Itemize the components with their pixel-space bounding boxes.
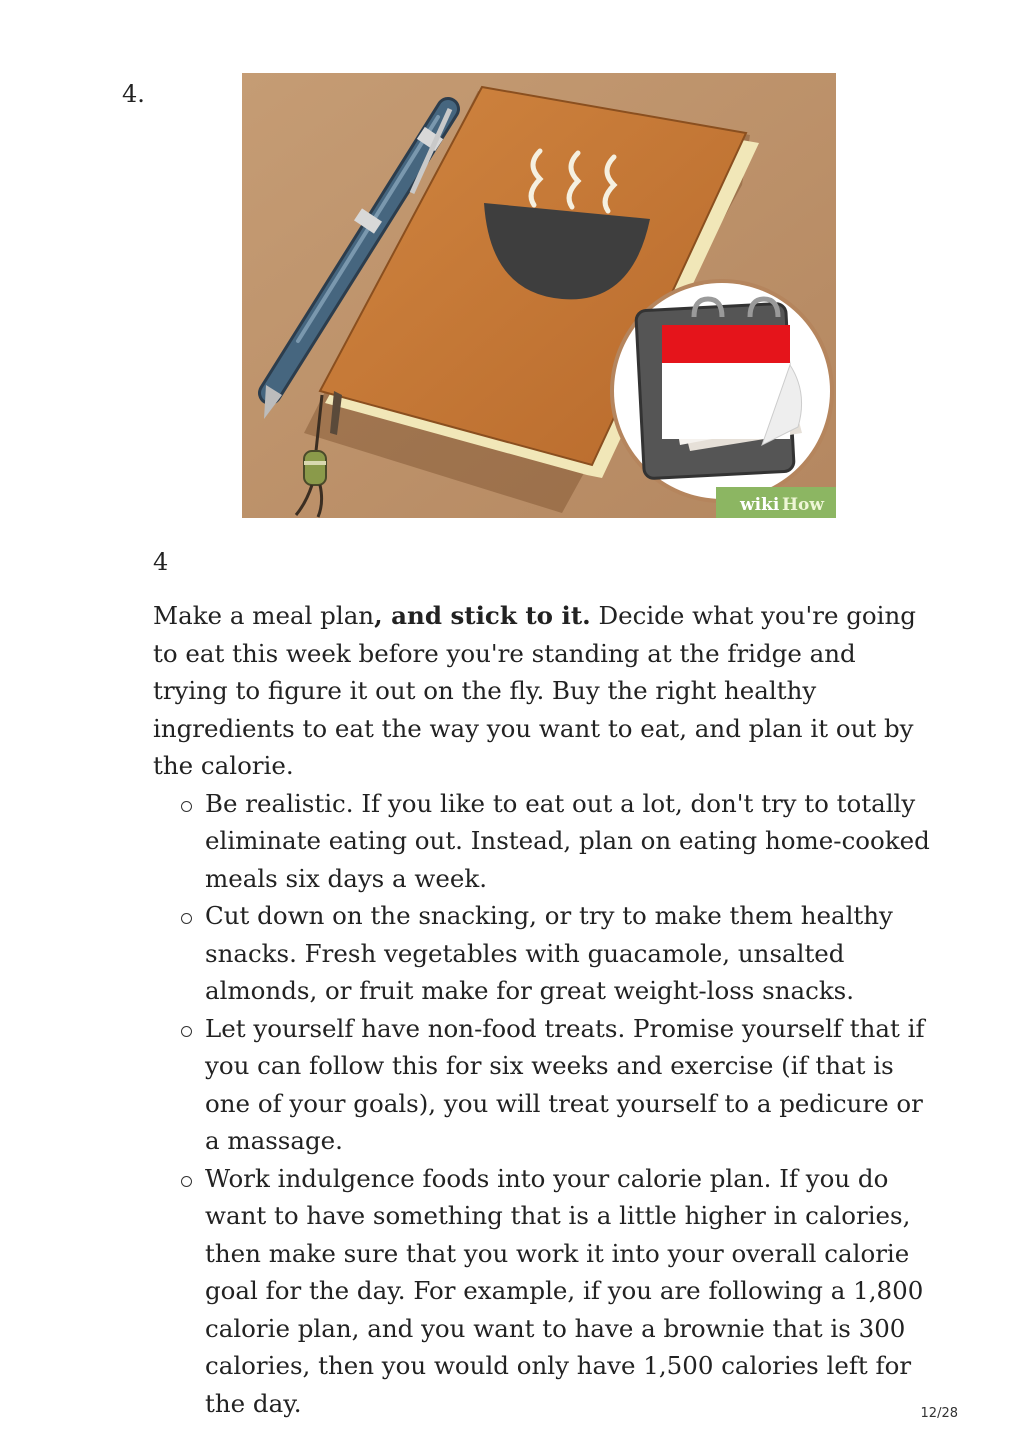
step-content <box>153 597 933 1422</box>
list-number: 4. <box>122 80 145 108</box>
calendar-icon <box>610 279 834 503</box>
tips-list <box>153 785 933 1423</box>
step-illustration <box>242 73 836 518</box>
tip-item: Let yourself have non-food treats. Promise yourself that if you can follow this for six weeks and exercise (if that is one of your goals), you will treat yourself to a pedicure or a massage. <box>205 1010 933 1160</box>
step-title: Make a meal plan <box>153 601 375 630</box>
step-paragraph <box>153 597 933 785</box>
watermark-how: How <box>782 495 825 515</box>
tip-item: Work indulgence foods into your calorie plan. If you do want to have something that is a little higher in calories, then make sure that you work it into your overall calorie goal for the day. For example, if you are following a 1,800 calorie plan, and you want to have a brownie that is 300 calories, then you would only have 1,500 calories left for the day. <box>205 1160 933 1423</box>
step-description: Decide what you're going to eat this week before you're standing at the fridge and trying to figure it out on the fly. Buy the right healthy ingredients to eat the way you want to eat, and plan it out by the calorie. <box>153 601 916 780</box>
watermark-wiki: wiki <box>740 495 780 515</box>
tip-item: Be realistic. If you like to eat out a lot, don't try to totally eliminate eating out. Instead, plan on eating home-cooked meals six days a week. <box>205 785 933 898</box>
tip-item: Cut down on the snacking, or try to make them healthy snacks. Fresh vegetables with guacamole, unsalted almonds, or fruit make for great weight-loss snacks. <box>205 897 933 1010</box>
page-counter: 12/28 <box>920 1406 958 1421</box>
step-number: 4 <box>153 548 169 576</box>
step-title-bold: , and stick to it. <box>374 601 591 630</box>
